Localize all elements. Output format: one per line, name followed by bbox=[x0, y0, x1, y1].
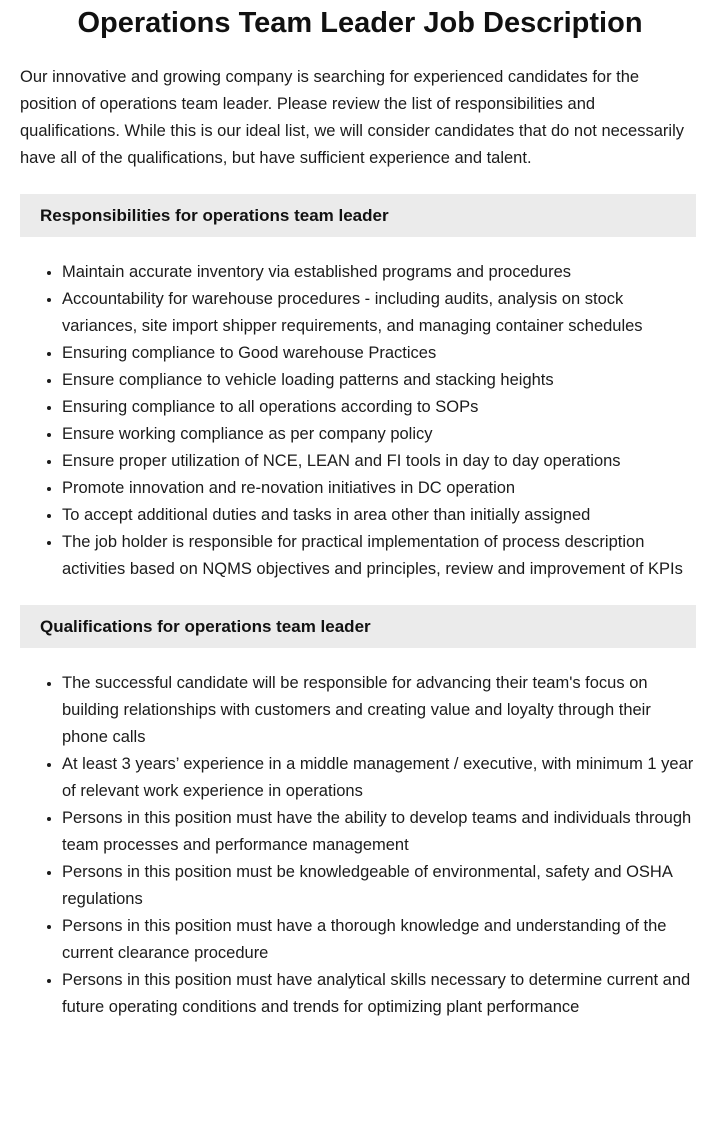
list-item: • To accept additional duties and tasks in area other than initially assigned bbox=[62, 502, 698, 529]
qualifications-section-heading: Qualifications for operations team leader bbox=[20, 605, 696, 648]
list-item: • Ensure proper utilization of NCE, LEAN and FI tools in day to day operations bbox=[62, 448, 698, 475]
list-item: • Promote innovation and re-novation initiatives in DC operation bbox=[62, 475, 698, 502]
qualifications-section bbox=[0, 605, 720, 1021]
list-item: • The job holder is responsible for practical implementation of process description activities based on NQMS objectives and principles, review and improvement of KPIs bbox=[62, 529, 698, 583]
list-item: • Ensuring compliance to Good warehouse Practices bbox=[62, 340, 698, 367]
list-item: • Persons in this position must be knowledgeable of environmental, safety and OSHA regulations bbox=[62, 859, 698, 913]
list-item: • Persons in this position must have a thorough knowledge and understanding of the current clearance procedure bbox=[62, 913, 698, 967]
list-item: • Persons in this position must have the ability to develop teams and individuals through team processes and performance management bbox=[62, 805, 698, 859]
responsibilities-section bbox=[0, 194, 720, 583]
list-item: • Maintain accurate inventory via established programs and procedures bbox=[62, 259, 698, 286]
list-item: • Ensure working compliance as per company policy bbox=[62, 421, 698, 448]
list-item: • Ensure compliance to vehicle loading patterns and stacking heights bbox=[62, 367, 698, 394]
page-title: Operations Team Leader Job Description bbox=[77, 7, 643, 39]
qualifications-list bbox=[0, 648, 720, 1021]
list-item: • The successful candidate will be responsible for advancing their team's focus on building relationships with customers and creating value and loyalty through their phone calls bbox=[62, 670, 698, 751]
list-item: • At least 3 years’ experience in a middle management / executive, with minimum 1 year of relevant work experience in operations bbox=[62, 751, 698, 805]
responsibilities-list bbox=[0, 237, 720, 583]
responsibilities-section-heading: Responsibilities for operations team leader bbox=[20, 194, 696, 237]
list-item: • Persons in this position must have analytical skills necessary to determine current and future operating conditions and trends for optimizing plant performance bbox=[62, 967, 698, 1021]
intro-paragraph: Our innovative and growing company is searching for experienced candidates for the position of operations team leader. Please review the list of responsibilities and qualifications. While this is our ideal list, we will consider candidates that do not necessarily have all of the qualifications, but have sufficient experience and talent. bbox=[20, 68, 684, 167]
list-item: • Accountability for warehouse procedures - including audits, analysis on stock variances, site import shipper requirements, and managing container schedules bbox=[62, 286, 698, 340]
list-item: • Ensuring compliance to all operations according to SOPs bbox=[62, 394, 698, 421]
